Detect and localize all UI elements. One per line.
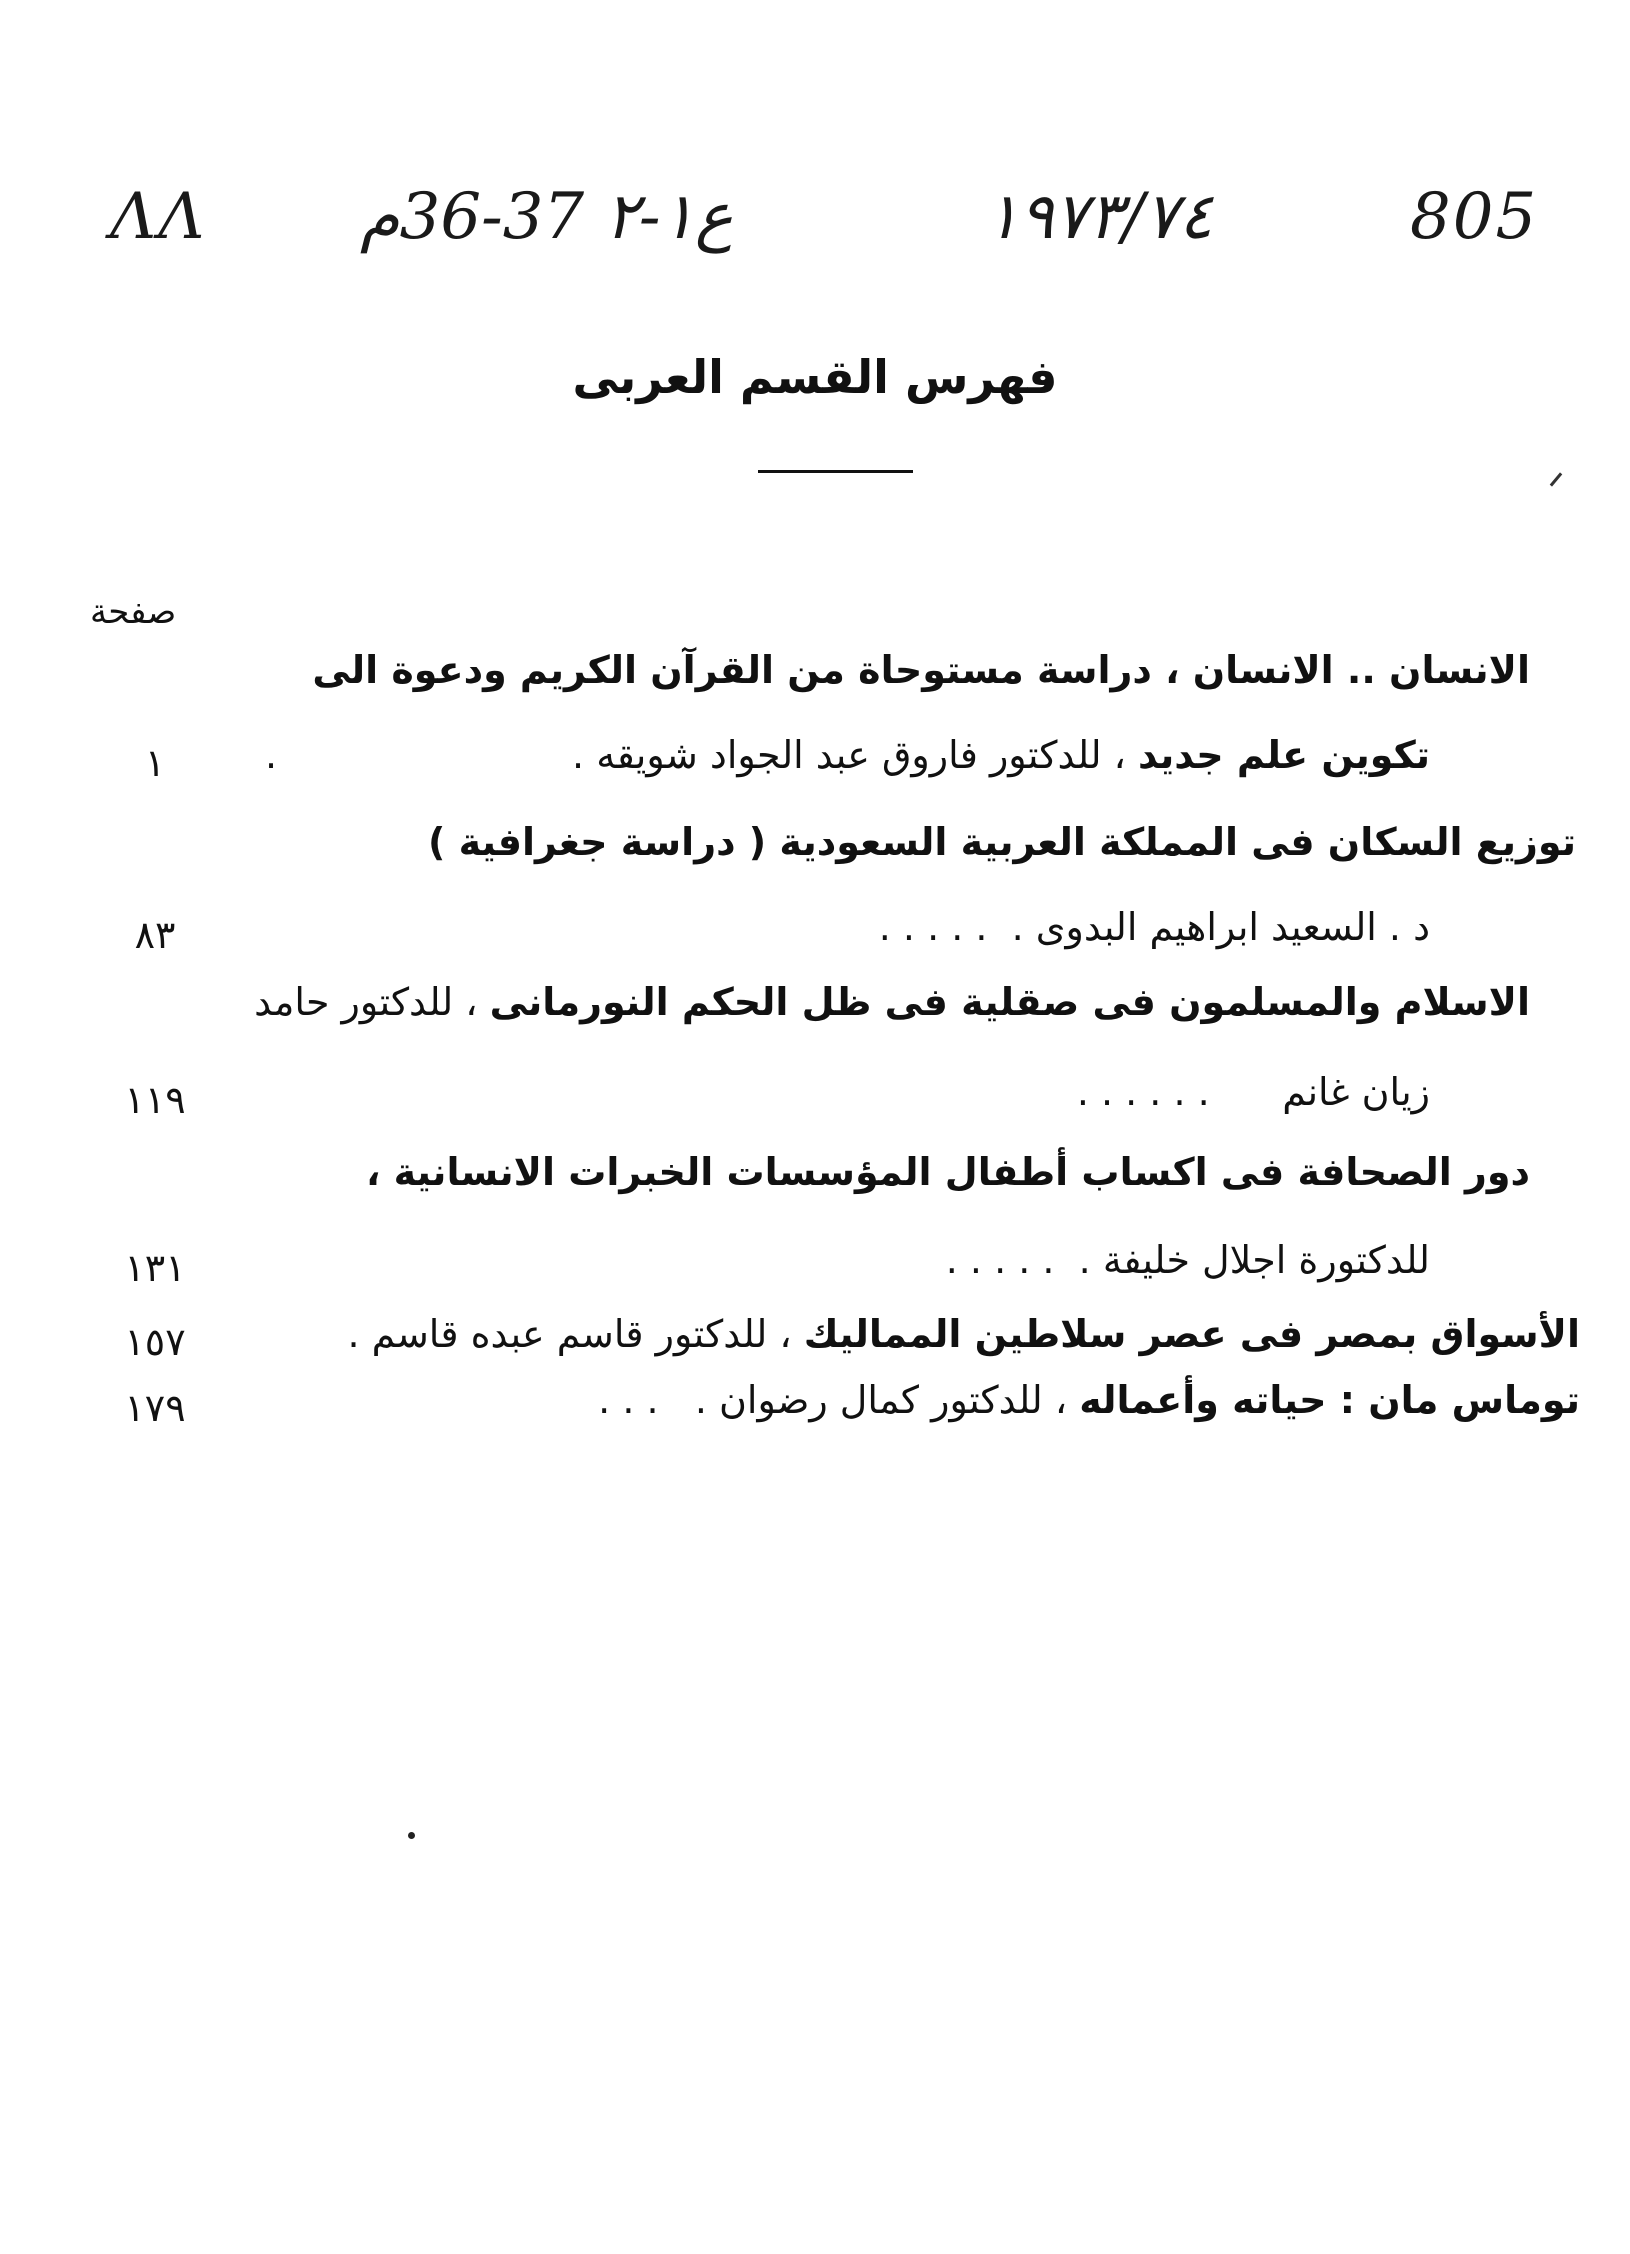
- entry-4-line2: [946, 1238, 1430, 1282]
- entry-1-page: ١: [144, 741, 166, 785]
- title-underline: [758, 470, 913, 473]
- entry-2-line2: [879, 905, 1430, 949]
- entry-6-author: ، للدكتور كمال رضوان .: [694, 1378, 1068, 1422]
- entry-5-page: ١٥٧: [124, 1320, 186, 1364]
- entry-3-author-part2: زيان غانم: [1282, 1070, 1430, 1114]
- entry-1-title-line2: تكوين علم جديد: [1138, 733, 1430, 777]
- entry-3-dot-leader: . . . . . .: [1076, 1070, 1271, 1114]
- entry-1-author: ، للدكتور فاروق عبد الجواد شويقه .: [572, 733, 1126, 777]
- entry-2-dot-leader: . . . . .: [878, 905, 1000, 949]
- entry-2-page: ٨٣: [134, 913, 176, 957]
- entry-2-author: د . السعيد ابراهيم البدوى .: [1011, 905, 1430, 949]
- page-column-label: صفحة: [90, 592, 177, 632]
- page-title: فهرس القسم العربى: [572, 350, 1058, 404]
- entry-3-line1: [254, 980, 1530, 1024]
- entry-5-author: ، للدكتور قاسم عبده قاسم .: [347, 1312, 792, 1356]
- handwritten-date: ١٩٧٣/٧٤: [985, 180, 1213, 254]
- entry-1-title-line1: الانسان .. الانسان ، دراسة مستوحاة من القرآن الكريم ودعوة الى: [312, 648, 1530, 692]
- entry-5-title: الأسواق بمصر فى عصر سلاطين المماليك: [803, 1312, 1580, 1356]
- entry-3-author-part1: ، للدكتور حامد: [254, 980, 478, 1024]
- entry-5-line: [348, 1312, 1580, 1356]
- entry-3-line2: [1077, 1070, 1430, 1114]
- entry-1-line2: [572, 733, 1430, 777]
- entry-6-title: توماس مان : حياته وأعماله: [1079, 1378, 1580, 1422]
- entry-4-title: دور الصحافة فى اكساب أطفال المؤسسات الخبرات الانسانية ،: [365, 1150, 1530, 1194]
- entry-4-author: للدكتورة اجلال خليفة .: [1078, 1238, 1430, 1282]
- entry-6-page: ١٧٩: [124, 1386, 186, 1430]
- entry-3-title: الاسلام والمسلمون فى صقلية فى ظل الحكم النورمانى: [489, 980, 1530, 1024]
- entry-4-page: ١٣١: [124, 1246, 186, 1290]
- entry-3-page: ١١٩: [124, 1078, 186, 1122]
- entry-1-dot-leader: .: [265, 733, 278, 777]
- handwritten-right-code: 805: [1410, 180, 1539, 254]
- entry-4-dot-leader: . . . . .: [945, 1238, 1067, 1282]
- entry-2-title: توزيع السكان فى المملكة العربية السعودية ( دراسة جغرافية ): [428, 820, 1576, 864]
- scan-speck: [408, 1832, 415, 1839]
- entry-6-line: [598, 1378, 1580, 1422]
- stray-pen-mark: [1550, 472, 1563, 486]
- handwritten-left-code: ΛΛ: [110, 180, 207, 254]
- handwritten-reference: ع١-٢ 37-36م: [360, 180, 734, 254]
- entry-6-dot-leader: . . .: [598, 1378, 683, 1422]
